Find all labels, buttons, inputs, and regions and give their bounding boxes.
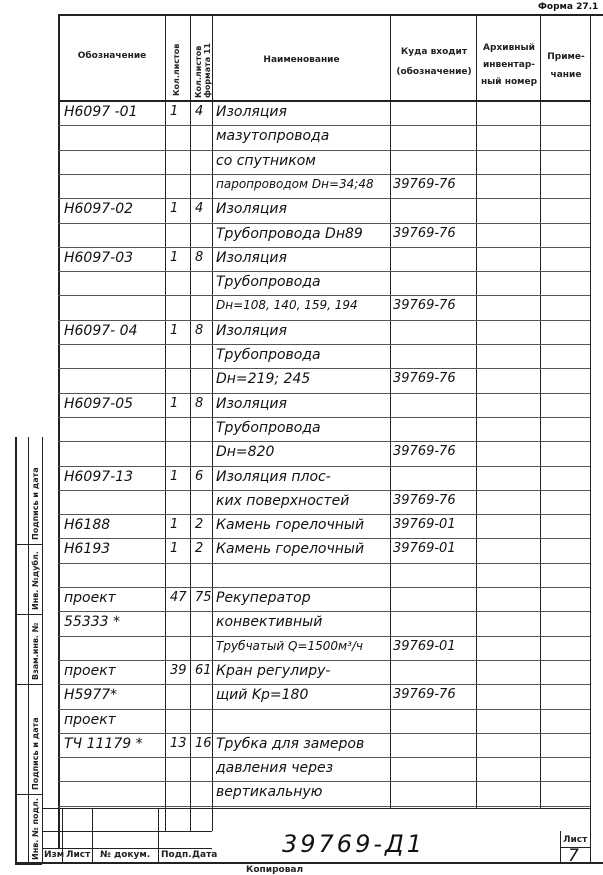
stamp-doc: № докум. [100,850,151,860]
row-where-used: 39769-76 [393,444,456,459]
row-name: Камень горелочный [216,517,365,533]
row-count-sheets: 1 [170,541,179,556]
stamp-v2 [92,808,93,862]
side-separator [15,614,42,615]
row-count-format: 6 [195,469,204,484]
row-divider [58,198,590,199]
stamp-data: Дата [192,850,218,860]
row-name: Кран регулиру- [216,663,331,679]
side-label: Взам.инв. № [31,622,40,680]
row-name: ких поверхностей [216,493,350,509]
row-where-used: 39769-76 [393,177,456,192]
header-note: Приме-чание [547,52,585,80]
frame-top [58,14,603,16]
stamp-sheet-label: Лист [563,835,588,845]
row-divider [58,271,590,272]
stamp-list: Лист [66,850,91,860]
row-divider [58,781,590,782]
row-designation: Н6097-03 [64,250,134,266]
side-label: Инв. № подл. [31,798,40,860]
row-count-sheets: 1 [170,201,179,216]
row-designation: проект [64,663,116,679]
row-count-format: 2 [195,541,204,556]
row-designation: Н6097- 04 [64,323,138,339]
stamp-sub [42,848,212,849]
row-name: давления через [216,760,334,776]
row-divider [58,247,590,248]
row-designation: Н6097 -01 [64,104,138,120]
sheet-number: 7 [568,846,579,866]
row-designation: Н6193 [64,541,111,557]
row-count-format: 8 [195,396,204,411]
side-separator [15,544,42,545]
row-designation: проект [64,590,116,606]
side-label: Подпись и дата [31,467,40,540]
row-name: Изоляция [216,250,287,266]
row-name: Рекуператор [216,590,311,606]
col-line-6 [540,14,541,808]
row-designation: Н5977* [64,687,118,703]
row-where-used: 39769-01 [393,639,456,654]
row-count-sheets: 39 [170,663,187,678]
row-divider [58,174,590,175]
row-divider [58,344,590,345]
col-line-4 [390,14,391,808]
row-name: Трубопровода [216,274,321,290]
row-divider [58,636,590,637]
col-line-right [590,14,591,862]
stamp-izm: Изм [44,850,65,860]
row-name: Трубопровода [216,420,321,436]
row-count-format: 75 [195,590,212,605]
row-divider [58,709,590,710]
row-divider [58,733,590,734]
row-count-format: 16 [195,736,212,751]
stamp-v3 [158,808,159,862]
row-divider [58,125,590,126]
row-count-format: 4 [195,104,204,119]
row-count-format: 4 [195,201,204,216]
row-where-used: 39769-76 [393,493,456,508]
side-label: Инв. №дубл. [31,551,40,610]
row-name: Изоляция плос- [216,469,331,485]
row-designation: Н6188 [64,517,111,533]
row-divider [58,587,590,588]
row-name: со спутником [216,153,316,169]
header-count-sheets: Кол.листов [172,43,181,96]
row-name: Dн=219; 245 [216,371,311,387]
row-name: вертикальную [216,784,323,800]
row-where-used: 39769-76 [393,371,456,386]
header-archive: Архивный инвентар-ный номер [480,43,538,87]
row-designation: ТЧ 11179 * [64,736,143,752]
row-divider [58,393,590,394]
row-where-used: 39769-76 [393,687,456,702]
row-divider [58,563,590,564]
row-name: Трубопровода [216,347,321,363]
row-count-format: 2 [195,517,204,532]
side-label: Подпись и дата [31,717,40,790]
frame-bottom [15,862,603,864]
row-divider [58,320,590,321]
row-name: Трубопровода Dн89 [216,226,363,242]
row-where-used: 39769-01 [393,541,456,556]
header-name: Наименование [263,55,340,65]
side-separator [15,684,42,685]
document-code: 39769-Д1 [282,830,426,858]
row-count-format: 8 [195,323,204,338]
form-label: Форма 27.1 [538,2,599,12]
row-divider [58,757,590,758]
row-name: мазутопровода [216,128,330,144]
row-name: Dн=108, 140, 159, 194 [216,298,358,312]
row-name: Камень горелочный [216,541,365,557]
row-name: Изоляция [216,201,287,217]
frame-left-outer [15,437,17,862]
row-designation: Н6097-05 [64,396,134,412]
copied-label: Копировал [246,865,304,875]
col-line-5 [476,14,477,808]
row-divider [58,514,590,515]
row-divider [58,417,590,418]
header-bottom [58,100,590,102]
side-col-1 [28,437,29,862]
row-name: Трубчатый Q=1500м³/ч [216,639,364,653]
row-count-format: 61 [195,663,212,678]
row-divider [58,150,590,151]
header-designation: Обозначение [77,51,147,61]
frame-left [58,14,60,849]
row-count-sheets: 1 [170,104,179,119]
row-designation: Н6097-02 [64,201,134,217]
row-divider [58,223,590,224]
row-divider [58,441,590,442]
row-count-sheets: 1 [170,323,179,338]
row-name: щий Kр=180 [216,687,309,703]
row-name: Трубка для замеров [216,736,365,752]
header-where-used: Куда входит (обозначение) [396,47,472,77]
row-count-sheets: 1 [170,517,179,532]
row-where-used: 39769-76 [393,226,456,241]
side-separator [15,794,42,795]
side-separator [15,864,42,865]
header-count-format: Кол.листов формата 11 [194,42,212,98]
side-col-2 [42,437,43,862]
row-count-sheets: 1 [170,396,179,411]
stamp-top [42,808,590,809]
row-name: Dн=820 [216,444,275,460]
row-where-used: 39769-76 [393,298,456,313]
row-designation: проект [64,712,116,728]
row-divider [58,684,590,685]
row-count-sheets: 13 [170,736,187,751]
row-name: Изоляция [216,104,287,120]
row-name: конвективный [216,614,323,630]
row-where-used: 39769-01 [393,517,456,532]
row-count-sheets: 47 [170,590,187,605]
row-divider [58,466,590,467]
row-divider [58,538,590,539]
row-divider [58,295,590,296]
row-count-sheets: 1 [170,469,179,484]
row-name: Изоляция [216,396,287,412]
row-divider [58,368,590,369]
stamp-mid [42,831,212,832]
row-name: Изоляция [216,323,287,339]
row-designation: 55333 * [64,614,120,630]
row-designation: Н6097-13 [64,469,134,485]
row-divider [58,611,590,612]
stamp-podp: Подп. [161,850,192,860]
row-divider [58,490,590,491]
row-divider [58,660,590,661]
row-count-format: 8 [195,250,204,265]
row-name: паропроводом Dн=34;48 [216,177,374,191]
row-divider [58,806,590,807]
row-count-sheets: 1 [170,250,179,265]
